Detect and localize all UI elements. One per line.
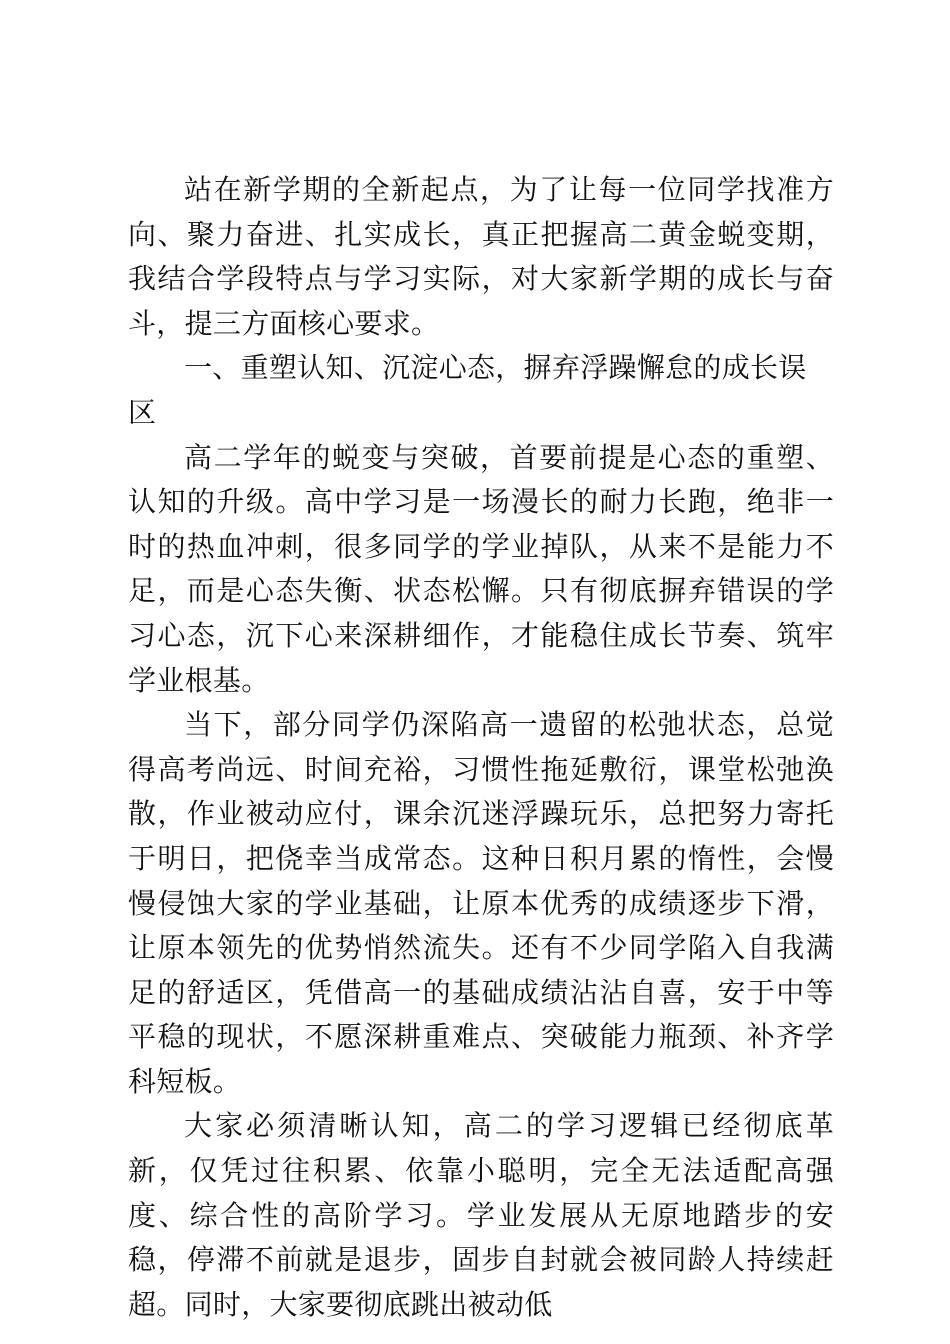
- body-paragraph: 当下，部分同学仍深陷高一遗留的松弛状态，总觉得高考尚远、时间充裕，习惯性拖延敷衍，课堂松弛涣散，作业被动应付，课余沉迷浮躁玩乐，总把努力寄托于明日，把侥幸当成常态。这种日积月累的惰性，会慢慢侵蚀大家的学业基础，让原本优秀的成绩逐步下滑，让原本领先的优势悄然流失。还有不少同学陷入自我满足的舒适区，凭借高一的基础成绩沾沾自喜，安于中等平稳的现状，不愿深耕重难点、突破能力瓶颈、补齐学科短板。: [128, 708, 834, 1098]
- intro-paragraph: 站在新学期的全新起点，为了让每一位同学找准方向、聚力奋进、扎实成长，真正把握高二黄金蜕变期，我结合学段特点与学习实际，对大家新学期的成长与奋斗，提三方面核心要求。: [128, 173, 834, 340]
- body-paragraph: 高二学年的蜕变与突破，首要前提是心态的重塑、认知的升级。高中学习是一场漫长的耐力长跑，绝非一时的热血冲刺，很多同学的学业掉队，从来不是能力不足，而是心态失衡、状态松懈。只有彻底摒弃错误的学习心态，沉下心来深耕细作，才能稳住成长节奏、筑牢学业根基。: [128, 440, 834, 697]
- section-heading: 一、重塑认知、沉淀心态，摒弃浮躁懈怠的成长误区: [128, 351, 807, 429]
- body-paragraph: 大家必须清晰认知，高二的学习逻辑已经彻底革新，仅凭过往积累、依靠小聪明，完全无法适配高强度、综合性的高阶学习。学业发展从无原地踏步的安稳，停滞不前就是退步，固步自封就会被同龄人持续赶超。同时，大家要彻底跳出被动低: [128, 1109, 834, 1321]
- document-body: [128, 168, 834, 1327]
